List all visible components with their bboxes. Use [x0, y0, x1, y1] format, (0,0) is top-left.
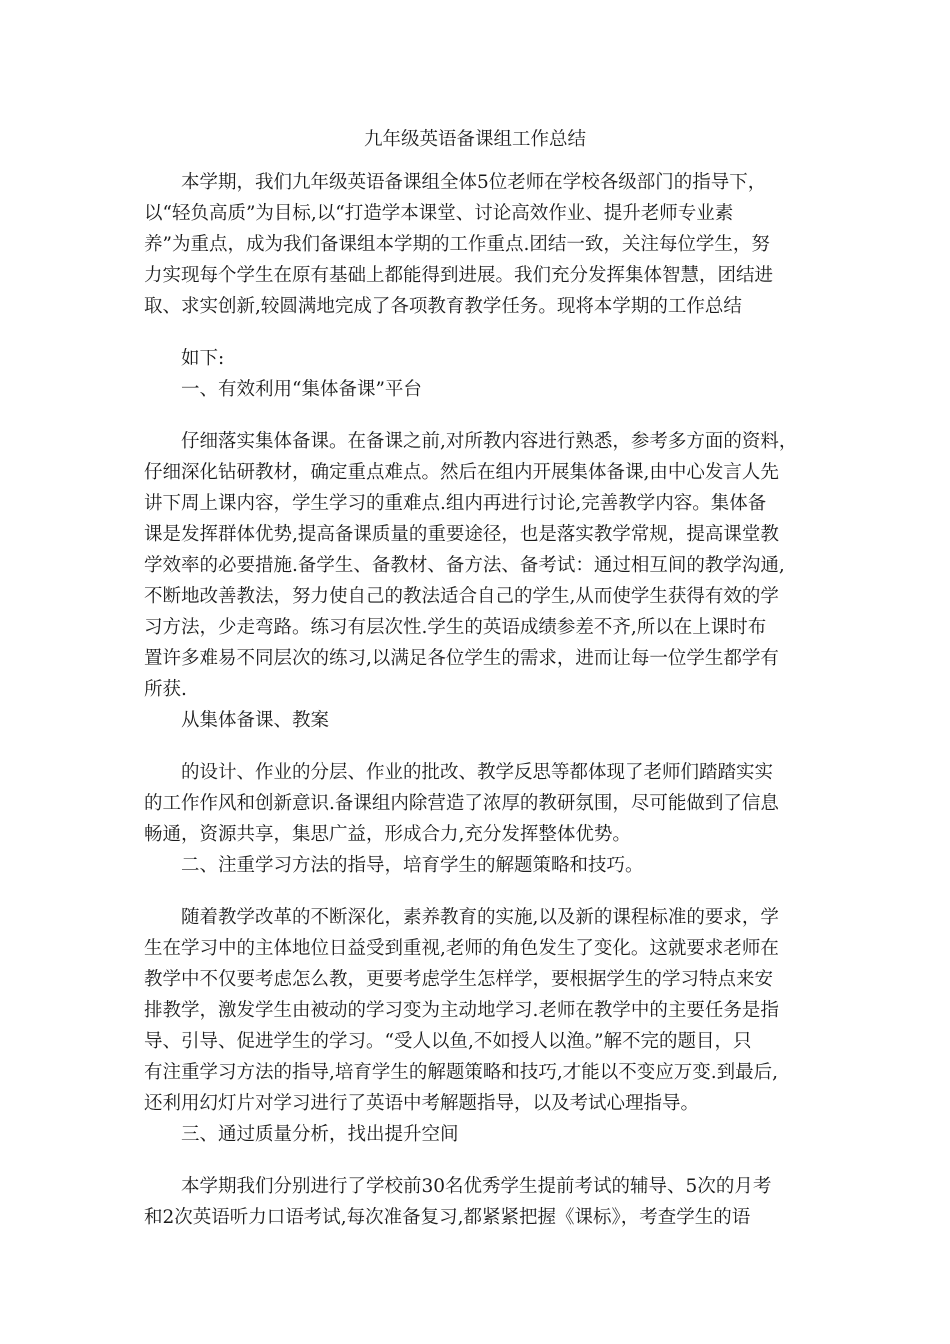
- paragraph-line: 课是发挥群体优势,提高备课质量的重要途径，也是落实教学常规，提高课堂教: [144, 524, 779, 545]
- section-heading: 三、通过质量分析，找出提升空间: [181, 1124, 459, 1145]
- paragraph-line: 仔细深化钻研教材，确定重点难点。然后在组内开展集体备课,由中心发言人先: [144, 462, 779, 483]
- paragraph-line: 习方法，少走弯路。练习有层次性.学生的英语成绩参差不齐,所以在上课时布: [144, 617, 767, 638]
- paragraph-line: 导、引导、促进学生的学习。“受人以鱼,不如授人以渔。”解不完的题目，只: [144, 1031, 752, 1052]
- paragraph-line: 排教学，激发学生由被动的学习变为主动地学习.老师在教学中的主要任务是指: [144, 1000, 779, 1021]
- paragraph-line: 取、求实创新,较圆满地完成了各项教育教学任务。现将本学期的工作总结: [144, 296, 742, 317]
- paragraph-line: 的工作作风和创新意识.备课组内除营造了浓厚的教研氛围，尽可能做到了信息: [144, 793, 779, 814]
- paragraph-line: 仔细落实集体备课。在备课之前,对所教内容进行熟悉，参考多方面的资料，: [181, 431, 798, 452]
- paragraph-line: 讲下周上课内容，学生学习的重难点.组内再进行讨论,完善教学内容。集体备: [144, 493, 767, 514]
- document-title: 九年级英语备课组工作总结: [363, 129, 586, 150]
- paragraph-line: 所获.: [144, 679, 187, 700]
- paragraph-line: 有注重学习方法的指导,培育学生的解题策略和技巧,才能以不变应万变.到最后,: [144, 1062, 779, 1083]
- section-heading: 二、注重学习方法的指导，培育学生的解题策略和技巧。: [181, 855, 644, 876]
- paragraph-line: 教学中不仅要考虑怎么教，更要考虑学生怎样学，要根据学生的学习特点来安: [144, 969, 774, 990]
- paragraph-line: 以“轻负高质”为目标,以“打造学本课堂、讨论高效作业、提升老师专业素: [144, 203, 734, 224]
- paragraph-line: 本学期，我们九年级英语备课组全体5位老师在学校各级部门的指导下，: [181, 172, 767, 193]
- paragraph-line: 置许多难易不同层次的练习,以满足各位学生的需求，进而让每一位学生都学有: [144, 648, 779, 669]
- paragraph-line: 不断地改善教法，努力使自己的教法适合自己的学生,从而使学生获得有效的学: [144, 586, 779, 607]
- paragraph-line: 和2次英语听力口语考试,每次准备复习,都紧紧把握《课标》，考查学生的语: [144, 1207, 751, 1228]
- paragraph-line: 畅通，资源共享，集思广益，形成合力,充分发挥整体优势。: [144, 824, 631, 845]
- paragraph-line: 随着教学改革的不断深化，素养教育的实施,以及新的课程标准的要求，学: [181, 907, 779, 928]
- paragraph-line: 学效率的必要措施.备学生、备教材、备方法、备考试：通过相互间的教学沟通,: [144, 555, 785, 576]
- paragraph-line: 还利用幻灯片对学习进行了英语中考解题指导，以及考试心理指导。: [144, 1093, 700, 1114]
- paragraph-line: 生在学习中的主体地位日益受到重视,老师的角色发生了变化。这就要求老师在: [144, 938, 779, 959]
- paragraph-line: 本学期我们分别进行了学校前30名优秀学生提前考试的辅导、5次的月考: [181, 1176, 772, 1197]
- section-heading: 一、有效利用“集体备课”平台: [181, 379, 422, 400]
- paragraph-line: 养”为重点，成为我们备课组本学期的工作重点.团结一致，关注每位学生，努: [144, 234, 770, 255]
- paragraph-line: 力实现每个学生在原有基础上都能得到进展。我们充分发挥集体智慧，团结进: [144, 265, 774, 286]
- paragraph-line: 的设计、作业的分层、作业的批改、教学反思等都体现了老师们踏踏实实: [181, 762, 774, 783]
- paragraph-line: 从集体备课、教案: [181, 710, 330, 731]
- paragraph-line: 如下:: [181, 348, 225, 369]
